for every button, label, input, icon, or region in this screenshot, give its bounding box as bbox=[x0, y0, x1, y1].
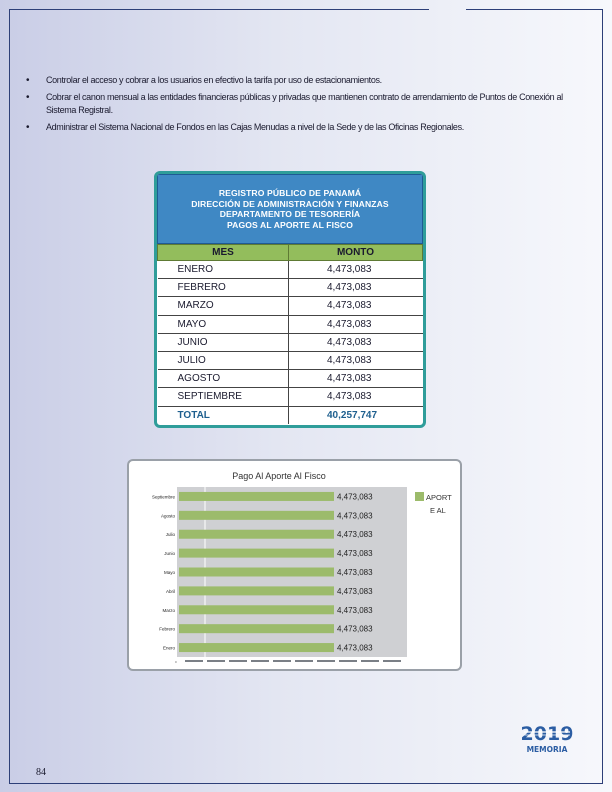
logo-word: MEMORIA bbox=[526, 745, 568, 754]
data-label: 4,473,083 bbox=[336, 530, 373, 540]
data-label: 4,473,083 bbox=[336, 568, 373, 577]
table-row bbox=[158, 297, 423, 315]
x-tick-label bbox=[383, 660, 401, 662]
x-tick-label bbox=[339, 660, 357, 662]
bar bbox=[179, 586, 334, 595]
cell-monto: 4,473,083 bbox=[289, 297, 423, 315]
column-header-mes: MES bbox=[158, 245, 289, 261]
category-label: Enero bbox=[162, 645, 175, 651]
bar bbox=[179, 492, 334, 501]
table-title-line: DIRECCIÓN DE ADMINISTRACIÓN Y FINANZAS bbox=[191, 198, 389, 209]
cell-mes: JUNIO bbox=[158, 333, 289, 351]
table-row bbox=[158, 261, 423, 279]
x-tick-label bbox=[273, 660, 291, 662]
cell-mes: MAYO bbox=[158, 315, 289, 333]
category-label: Marzo bbox=[162, 607, 175, 613]
chart-card bbox=[127, 459, 462, 671]
data-label: 4,473,083 bbox=[336, 549, 373, 559]
bullet-item: • Controlar el acceso y cobrar a los usuarios en efectivo la tarifa por uso de estacionamientos. bbox=[24, 74, 590, 87]
cell-monto: 4,473,083 bbox=[289, 351, 423, 369]
memoria-2019-logo bbox=[520, 722, 574, 756]
logo-year: 2019 bbox=[520, 723, 574, 745]
table-total-row bbox=[158, 406, 423, 424]
cell-mes: MARZO bbox=[158, 297, 289, 315]
bar bbox=[179, 643, 334, 652]
legend-swatch bbox=[415, 492, 424, 501]
table-row bbox=[158, 388, 423, 406]
bar bbox=[179, 549, 334, 558]
bar bbox=[179, 605, 334, 614]
table-row bbox=[158, 351, 423, 369]
bar bbox=[179, 530, 334, 539]
x-tick-label bbox=[317, 660, 335, 662]
table-row bbox=[158, 370, 423, 388]
chart-title: Pago Al Aporte Al Fisco bbox=[232, 471, 326, 481]
data-label: 4,473,083 bbox=[336, 605, 373, 615]
cell-monto: 4,473,083 bbox=[289, 279, 423, 297]
cell-monto: 4,473,083 bbox=[289, 333, 423, 351]
table-row bbox=[158, 315, 423, 333]
x-tick-label bbox=[185, 660, 203, 662]
bullet-item: • Administrar el Sistema Nacional de Fondos en las Cajas Menudas a nivel de la Sede y de las Oficinas Regionales. bbox=[24, 121, 590, 134]
bullet-item: • Cobrar el canon mensual a las entidades financieras públicas y privadas que mantienen contrato de arrendamiento de Puntos de Conexión al Sistema Registral. bbox=[24, 91, 590, 117]
cell-monto: 4,473,083 bbox=[289, 370, 423, 388]
total-label: TOTAL bbox=[158, 406, 289, 424]
table-row bbox=[158, 333, 423, 351]
bar bbox=[179, 624, 334, 633]
top-rule-right bbox=[466, 9, 603, 10]
data-label: 4,473,083 bbox=[336, 586, 373, 596]
category-label: Julio bbox=[165, 532, 175, 538]
x-tick-label bbox=[229, 660, 247, 662]
category-label: Mayo bbox=[163, 570, 175, 575]
category-label: Junio bbox=[164, 551, 175, 557]
legend-label: E AL bbox=[430, 506, 446, 515]
top-rule bbox=[9, 9, 429, 10]
x-tick-label bbox=[361, 660, 379, 662]
data-label: 4,473,083 bbox=[336, 492, 373, 502]
cell-mes: ENERO bbox=[158, 261, 289, 279]
cell-mes: AGOSTO bbox=[158, 370, 289, 388]
table-row bbox=[158, 279, 423, 297]
bullet-list bbox=[24, 74, 590, 140]
cell-monto: 4,473,083 bbox=[289, 261, 423, 279]
data-label: 4,473,083 bbox=[336, 643, 373, 653]
cell-mes: SEPTIEMBRE bbox=[158, 388, 289, 406]
x-tick-label bbox=[295, 660, 313, 662]
cell-mes: JULIO bbox=[158, 351, 289, 369]
bar-chart bbox=[129, 461, 460, 669]
category-label: Agosto bbox=[160, 513, 175, 519]
cell-monto: 4,473,083 bbox=[289, 388, 423, 406]
category-label: Abril bbox=[165, 588, 175, 594]
payments-table bbox=[157, 244, 423, 424]
x-tick-label bbox=[207, 660, 225, 662]
bar bbox=[179, 511, 334, 520]
table-title-line: DEPARTAMENTO DE TESORERÍA bbox=[219, 209, 361, 219]
total-value: 40,257,747 bbox=[327, 409, 378, 421]
x-tick-label bbox=[251, 660, 269, 662]
category-label: Febrero bbox=[159, 626, 175, 632]
data-label: 4,473,083 bbox=[336, 624, 373, 634]
x-axis-zero: 0 bbox=[175, 660, 177, 664]
page-number: 84 bbox=[36, 767, 46, 778]
legend-label: APORT bbox=[426, 493, 452, 502]
table-title-block bbox=[157, 174, 423, 244]
data-label: 4,473,083 bbox=[336, 511, 373, 521]
table-title-line: PAGOS AL APORTE AL FISCO bbox=[226, 219, 354, 230]
column-header-monto: MONTO bbox=[289, 245, 423, 261]
category-label: Septiembre bbox=[151, 494, 175, 500]
table-title-line: REGISTRO PÚBLICO DE PANAMÁ bbox=[218, 188, 362, 198]
cell-monto: 4,473,083 bbox=[289, 315, 423, 333]
cell-mes: FEBRERO bbox=[158, 279, 289, 297]
payments-table-card bbox=[154, 171, 426, 428]
bar bbox=[179, 568, 334, 577]
